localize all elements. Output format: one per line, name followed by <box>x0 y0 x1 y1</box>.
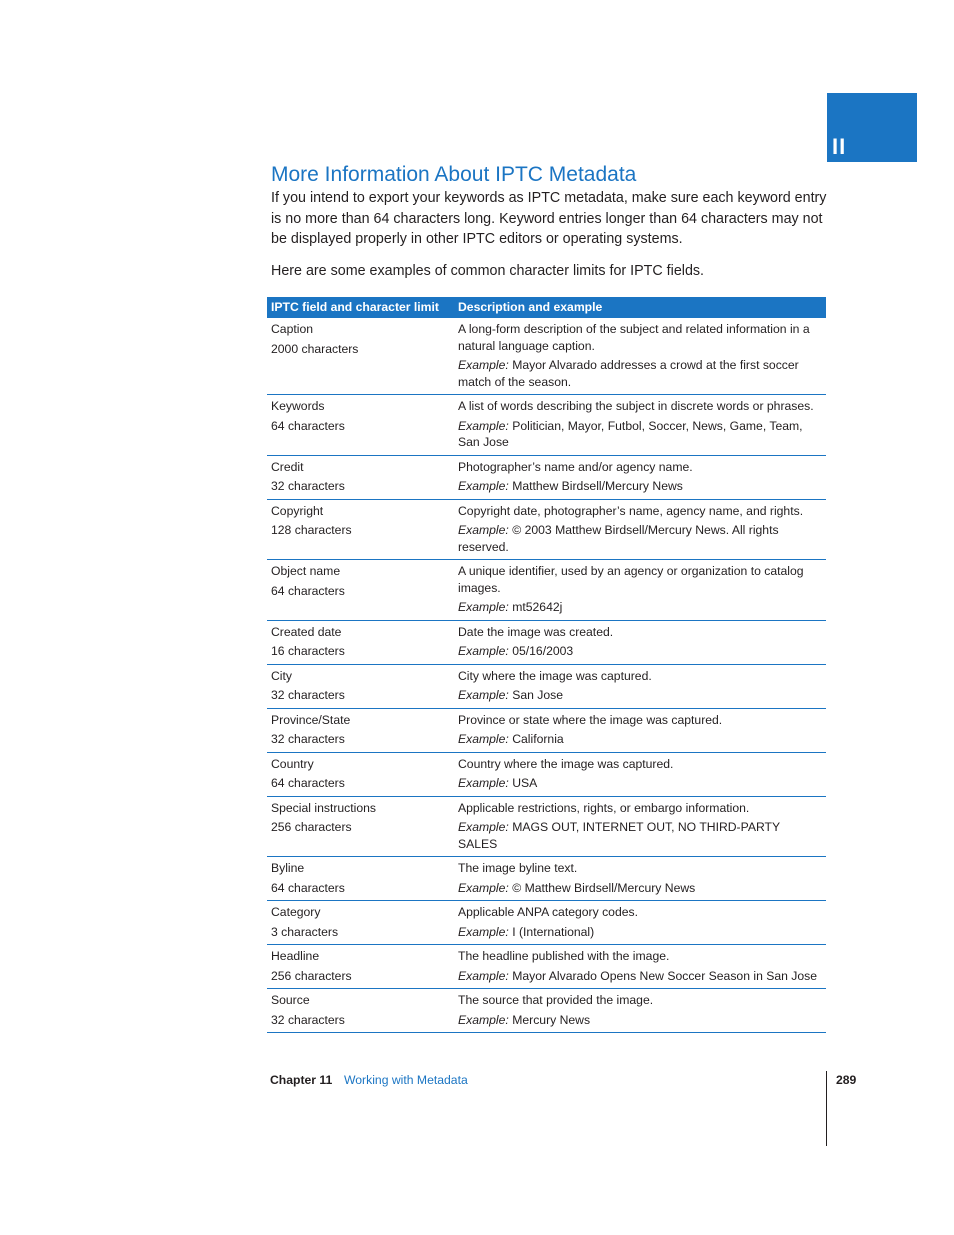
field-limit: 3 characters <box>271 924 339 939</box>
example-label: Example: <box>458 880 509 895</box>
example-line <box>458 819 822 852</box>
table-row <box>267 560 826 621</box>
example-value: San Jose <box>512 688 564 702</box>
field-name: Province/State <box>271 712 351 727</box>
field-description: City where the image was captured. <box>458 668 652 683</box>
part-tab-label: II <box>832 134 847 159</box>
field-cell <box>267 318 454 395</box>
description-cell <box>454 455 826 499</box>
example-line <box>458 924 822 941</box>
field-name: Country <box>271 756 314 771</box>
description-cell <box>454 857 826 901</box>
field-name: Object name <box>271 564 341 578</box>
example-line <box>458 418 822 451</box>
field-name: Category <box>271 905 321 919</box>
example-line <box>458 357 822 390</box>
example-value: Mayor Alvarado Opens New Soccer Season in San Jose <box>512 968 818 983</box>
example-line <box>458 522 822 555</box>
field-cell <box>267 989 454 1033</box>
field-limit: 64 characters <box>271 583 345 598</box>
field-limit: 32 characters <box>271 688 345 702</box>
field-cell <box>267 620 454 664</box>
column-header-field: IPTC field and character limit <box>267 297 454 318</box>
field-name: City <box>271 668 292 683</box>
field-description: The headline published with the image. <box>458 949 670 963</box>
table-row <box>267 499 826 560</box>
field-cell <box>267 664 454 708</box>
description-cell <box>454 752 826 796</box>
table-row <box>267 455 826 499</box>
field-description: A unique identifier, used by an agency or organization to catalog images. <box>458 564 804 595</box>
example-label: Example: <box>458 523 509 537</box>
example-value: © Matthew Birdsell/Mercury News <box>512 880 696 895</box>
example-line <box>458 880 822 897</box>
table-row <box>267 989 826 1033</box>
example-value: I (International) <box>512 924 595 939</box>
field-description: Applicable ANPA category codes. <box>458 905 638 919</box>
table-row <box>267 945 826 989</box>
footer-divider <box>826 1071 827 1146</box>
example-label: Example: <box>458 924 509 939</box>
example-value: Mercury News <box>512 1012 591 1027</box>
field-description: Date the image was created. <box>458 624 614 639</box>
example-label: Example: <box>458 418 509 433</box>
table-body <box>267 318 826 1033</box>
table-row <box>267 620 826 664</box>
example-line <box>458 1012 822 1029</box>
intro-paragraph-2: Here are some examples of common character limits for IPTC fields. <box>271 263 705 279</box>
field-description: Copyright date, photographer’s name, agency name, and rights. <box>458 503 804 518</box>
example-value: California <box>512 732 564 746</box>
example-label: Example: <box>458 600 509 614</box>
field-name: Keywords <box>271 399 325 413</box>
iptc-table <box>267 297 826 1033</box>
field-name: Created date <box>271 624 342 639</box>
field-limit: 32 characters <box>271 1012 345 1027</box>
description-cell <box>454 708 826 752</box>
footer-chapter-title[interactable]: Working with Metadata <box>344 1073 468 1087</box>
example-line <box>458 731 822 748</box>
field-name: Caption <box>271 322 314 336</box>
field-name: Headline <box>271 949 320 963</box>
table-row <box>267 901 826 945</box>
table-row <box>267 664 826 708</box>
description-cell <box>454 945 826 989</box>
field-cell <box>267 455 454 499</box>
table-row <box>267 857 826 901</box>
table-row <box>267 318 826 395</box>
field-name: Byline <box>271 861 305 875</box>
table-row <box>267 395 826 456</box>
example-line <box>458 687 822 704</box>
field-description: The image byline text. <box>458 861 578 875</box>
field-name: Source <box>271 993 310 1007</box>
example-line <box>458 775 822 792</box>
page-number: 289 <box>836 1073 857 1087</box>
field-description: Province or state where the image was captured. <box>458 712 723 727</box>
field-limit: 256 characters <box>271 968 352 983</box>
field-description: The source that provided the image. <box>458 993 654 1007</box>
example-line <box>458 643 822 660</box>
description-cell <box>454 395 826 456</box>
description-cell <box>454 989 826 1033</box>
example-value: 05/16/2003 <box>512 644 574 658</box>
field-limit: 32 characters <box>271 732 345 746</box>
example-value: Matthew Birdsell/Mercury News <box>512 479 683 493</box>
example-label: Example: <box>458 968 509 983</box>
field-cell <box>267 857 454 901</box>
table-header-row <box>267 297 826 318</box>
field-name: Special instructions <box>271 800 376 815</box>
example-label: Example: <box>458 688 509 702</box>
example-value: MAGS OUT, INTERNET OUT, NO THIRD-PARTY SALES <box>458 820 780 851</box>
example-label: Example: <box>458 820 509 834</box>
description-cell <box>454 560 826 621</box>
field-limit: 64 characters <box>271 880 345 895</box>
example-label: Example: <box>458 732 509 746</box>
description-cell <box>454 620 826 664</box>
field-cell <box>267 560 454 621</box>
description-cell <box>454 796 826 857</box>
table-row <box>267 708 826 752</box>
page-title: More Information About IPTC Metadata <box>271 163 637 186</box>
example-value: USA <box>512 776 538 790</box>
field-name: Credit <box>271 459 304 474</box>
example-value: Mayor Alvarado addresses a crowd at the first soccer match of the season. <box>458 358 799 389</box>
description-cell <box>454 499 826 560</box>
intro-paragraph: If you intend to export your keywords as IPTC metadata, make sure each keyword entry is no more than 64 characters long. Keyword entries longer than 64 characters may not be displayed properly in other IPTC editors or operating systems. <box>271 190 827 247</box>
description-cell <box>454 318 826 395</box>
field-cell <box>267 752 454 796</box>
table-row <box>267 752 826 796</box>
example-value: mt52642j <box>512 600 563 614</box>
example-value: © 2003 Matthew Birdsell/Mercury News. All rights reserved. <box>458 523 779 554</box>
example-label: Example: <box>458 644 509 658</box>
field-cell <box>267 945 454 989</box>
example-value: Politician, Mayor, Futbol, Soccer, News, Game, Team, San Jose <box>458 418 803 449</box>
field-description: A long-form description of the subject and related information in a natural language caption. <box>458 322 810 353</box>
description-cell <box>454 901 826 945</box>
example-label: Example: <box>458 479 509 493</box>
field-limit: 64 characters <box>271 418 345 433</box>
field-limit: 32 characters <box>271 479 345 493</box>
example-label: Example: <box>458 776 509 790</box>
field-description: Country where the image was captured. <box>458 756 674 771</box>
field-limit: 64 characters <box>271 776 345 790</box>
field-limit: 256 characters <box>271 820 352 834</box>
description-cell <box>454 664 826 708</box>
field-description: Applicable restrictions, rights, or embargo information. <box>458 800 750 815</box>
field-cell <box>267 796 454 857</box>
field-description: Photographer’s name and/or agency name. <box>458 459 693 474</box>
field-limit: 128 characters <box>271 523 352 537</box>
part-tab <box>827 93 917 162</box>
field-cell <box>267 708 454 752</box>
example-label: Example: <box>458 1012 509 1027</box>
field-cell <box>267 901 454 945</box>
field-name: Copyright <box>271 503 324 518</box>
field-limit: 2000 characters <box>271 341 359 356</box>
table-row <box>267 796 826 857</box>
example-label: Example: <box>458 358 509 372</box>
column-header-description: Description and example <box>454 297 826 318</box>
example-line <box>458 968 822 985</box>
example-line <box>458 599 822 616</box>
field-cell <box>267 395 454 456</box>
field-limit: 16 characters <box>271 644 345 658</box>
field-description: A list of words describing the subject in discrete words or phrases. <box>458 399 814 413</box>
example-line <box>458 478 822 495</box>
field-cell <box>267 499 454 560</box>
footer-chapter: Chapter 11 <box>270 1073 333 1087</box>
